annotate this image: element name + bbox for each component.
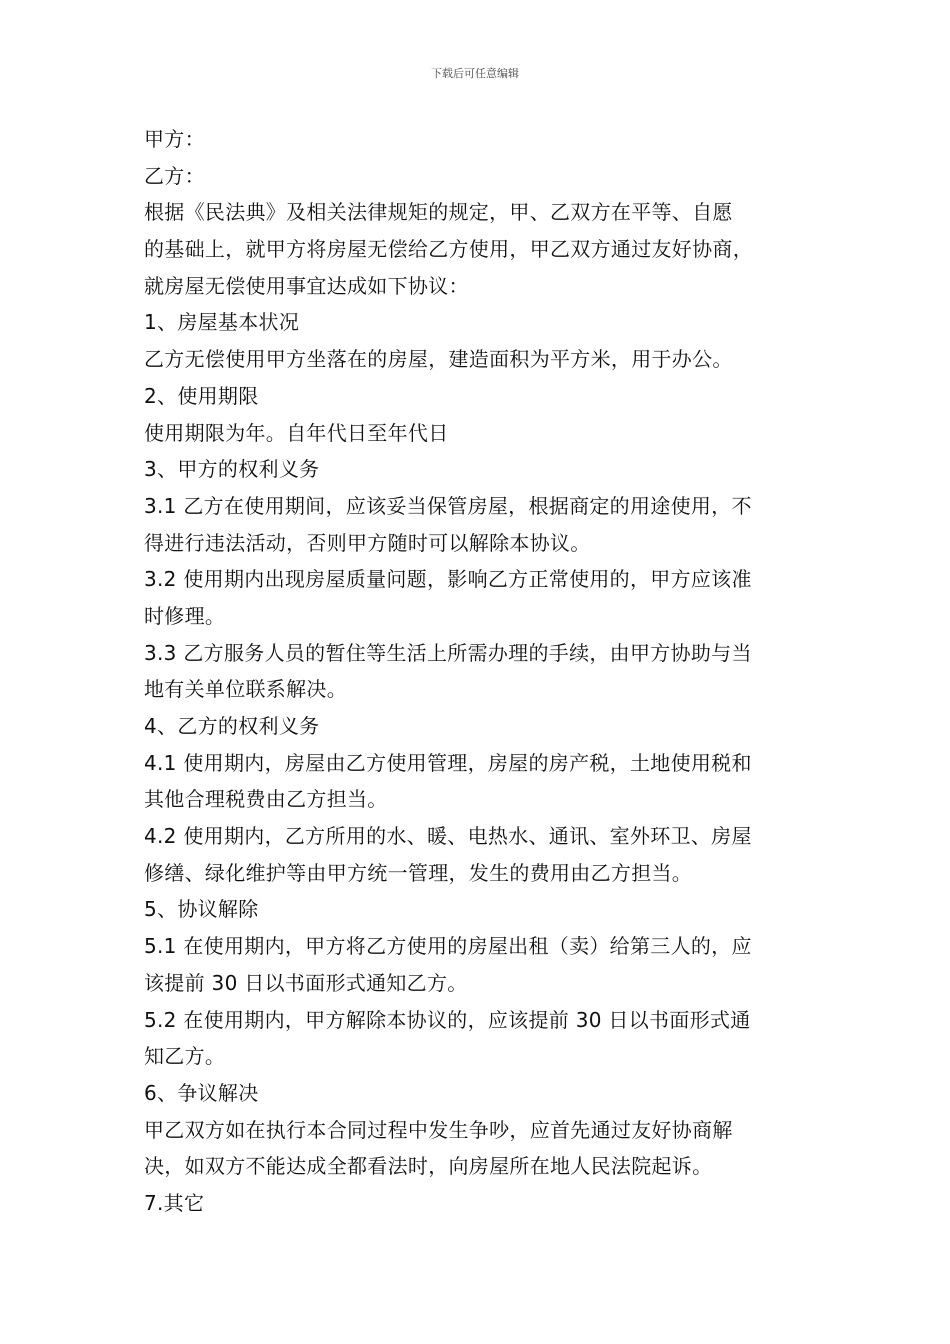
section-1-text: 乙方无偿使用甲方坐落在的房屋，建造面积为平方米，用于办公。 bbox=[144, 347, 733, 372]
agreement-body bbox=[144, 121, 814, 1222]
clause-3-1-line-2: 得进行违法活动，否则甲方随时可以解除本协议。 bbox=[144, 530, 591, 555]
preamble-line-1: 根据《民法典》及相关法律规矩的规定，甲、乙双方在平等、自愿 bbox=[144, 200, 733, 225]
section-heading-4: 4、乙方的权利义务 bbox=[144, 714, 320, 738]
clause-3-2-line-2: 时修理。 bbox=[144, 603, 226, 628]
section-6-line-1: 甲乙双方如在执行本合同过程中发生争吵，应首先通过友好协商解 bbox=[144, 1117, 733, 1142]
preamble-line-3: 就房屋无偿使用事宜达成如下协议： bbox=[144, 273, 469, 298]
party-a-line: 甲方： bbox=[144, 127, 205, 151]
page-header: 下载后可任意编辑 bbox=[431, 67, 519, 80]
clause-5-1-line-1: 5.1 在使用期内，甲方将乙方使用的房屋出租（卖）给第三人的，应 bbox=[144, 934, 752, 959]
section-heading-1: 1、房屋基本状况 bbox=[144, 310, 300, 335]
section-heading-3: 3、甲方的权利义务 bbox=[144, 457, 320, 482]
clause-4-2-line-2: 修缮、绿化维护等由甲方统一管理，发生的费用由乙方担当。 bbox=[144, 860, 693, 885]
section-heading-6: 6、争议解决 bbox=[144, 1080, 259, 1105]
section-heading-2: 2、使用期限 bbox=[144, 383, 259, 408]
party-b-line: 乙方： bbox=[144, 163, 205, 188]
section-heading-5: 5、协议解除 bbox=[144, 897, 259, 922]
clause-4-2-line-1: 4.2 使用期内，乙方所用的水、暖、电热水、通讯、室外环卫、房屋 bbox=[144, 824, 752, 849]
clause-5-1-line-2: 该提前 30 日以书面形式通知乙方。 bbox=[144, 970, 468, 995]
clause-5-2-line-1: 5.2 在使用期内，甲方解除本协议的，应该提前 30 日以书面形式通 bbox=[144, 1007, 751, 1032]
section-heading-7: 7.其它 bbox=[144, 1190, 205, 1215]
clause-4-1-line-2: 其他合理税费由乙方担当。 bbox=[144, 787, 388, 812]
section-2-text: 使用期限为年。自年代日至年代日 bbox=[144, 420, 449, 445]
clause-3-1-line-1: 3.1 乙方在使用期间，应该妥当保管房屋，根据商定的用途使用，不 bbox=[144, 493, 752, 518]
clause-3-3-line-1: 3.3 乙方服务人员的暂住等生活上所需办理的手续，由甲方协助与当 bbox=[144, 640, 752, 665]
clause-4-1-line-1: 4.1 使用期内，房屋由乙方使用管理，房屋的房产税，土地使用税和 bbox=[144, 750, 752, 775]
clause-5-2-line-2: 知乙方。 bbox=[144, 1044, 226, 1069]
section-6-line-2: 决，如双方不能达成全都看法时，向房屋所在地人民法院起诉。 bbox=[144, 1154, 713, 1179]
preamble-line-2: 的基础上，就甲方将房屋无偿给乙方使用，甲乙双方通过友好协商， bbox=[144, 237, 753, 262]
clause-3-3-line-2: 地有关单位联系解决。 bbox=[144, 677, 347, 702]
clause-3-2-line-1: 3.2 使用期内出现房屋质量问题，影响乙方正常使用的，甲方应该准 bbox=[144, 567, 752, 592]
